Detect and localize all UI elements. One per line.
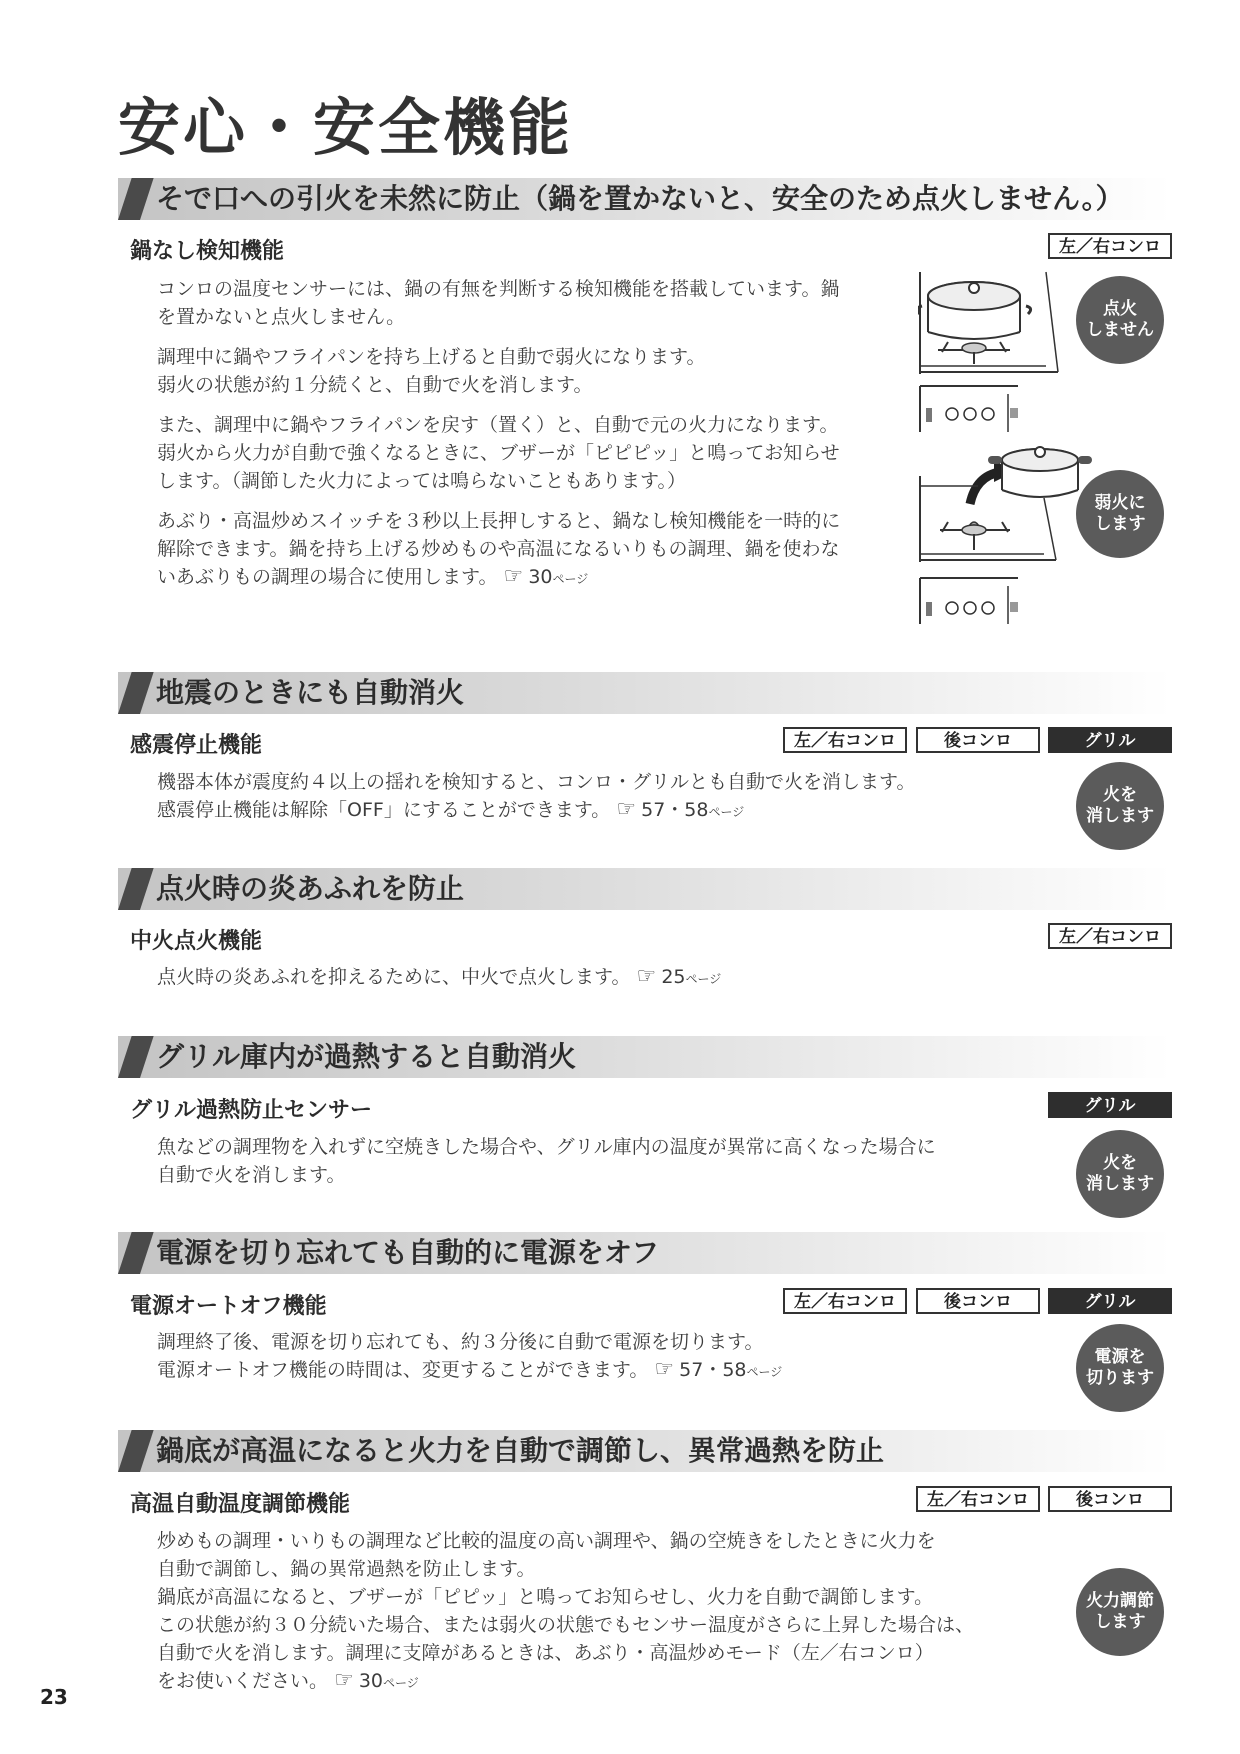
feature-title-medium-ignition: 中火点火機能 (130, 929, 263, 954)
ref-unit: ページ (383, 1676, 419, 1690)
page-reference (497, 566, 588, 588)
feature-title-grill-sensor: グリル過熱防止センサー (130, 1098, 373, 1123)
section-heading-earthquake (118, 672, 1172, 714)
badge-line: 火を (1103, 1153, 1137, 1173)
badge-line: 電源を (1094, 1347, 1146, 1367)
badge-line: 点火 (1103, 299, 1137, 319)
ref-unit: ページ (552, 572, 589, 586)
paragraph-text: あぶり・高温炒めスイッチを３秒以上長押しすると、鍋なし検知機能を一時的に解除できます。鍋を持ち上げる炒めものや高温になるいりもの調理、鍋を使わないあぶりもの調理の場合に使用します。 (157, 510, 841, 588)
paragraph (157, 1667, 1037, 1697)
heading-marker (118, 1036, 154, 1078)
section-body-pan-detection (157, 275, 847, 593)
tag-rear-burner: 後コンロ (916, 1288, 1040, 1314)
tag-left-right-burner: 左／右コンロ (1048, 233, 1172, 259)
page-number: 23 (40, 1685, 68, 1709)
tag-grill: グリル (1048, 1092, 1172, 1118)
page-reference (648, 1359, 782, 1381)
page-reference (630, 966, 721, 988)
tag-left-right-burner: 左／右コンロ (783, 727, 907, 753)
ref-pages: 30 (528, 566, 553, 588)
page-reference (610, 799, 744, 821)
ref-unit: ページ (746, 1365, 783, 1379)
badge-line: 火力調節 (1086, 1591, 1154, 1611)
section-heading-text: 電源を切り忘れても自動的に電源をオフ (156, 1236, 660, 1269)
page-reference (328, 1670, 419, 1692)
pointing-hand-icon: ☞ (654, 1357, 674, 1382)
heading-marker (118, 672, 154, 714)
paragraph: 自動で調節し、鍋の異常過熱を防止します。 (157, 1558, 536, 1580)
ref-pages: 57・58 (641, 799, 709, 821)
paragraph-text: をお使いください。 (157, 1670, 329, 1692)
badge-no-ignition (1076, 276, 1164, 364)
tag-left-right-burner: 左／右コンロ (783, 1288, 907, 1314)
pointing-hand-icon: ☞ (503, 564, 523, 589)
section-heading-overheat-prevention (118, 1430, 1172, 1472)
badge-power-off (1076, 1324, 1164, 1412)
tag-rear-burner: 後コンロ (916, 727, 1040, 753)
heading-marker (118, 1232, 154, 1274)
paragraph-text: 電源オートオフ機能の時間は、変更することができます。 (157, 1359, 649, 1381)
paragraph: 弱火から火力が自動で強くなるときに、ブザーが「ピピピッ」と鳴ってお知らせします。（調節した火力によっては鳴らないこともあります。） (157, 442, 840, 492)
pointing-hand-icon: ☞ (636, 964, 656, 989)
section-heading-auto-power-off (118, 1232, 1172, 1274)
heading-marker (118, 1430, 154, 1472)
badge-line: します (1094, 1612, 1146, 1632)
section-body-temp-control (157, 1527, 1037, 1697)
ref-unit: ページ (685, 972, 722, 986)
paragraph (157, 1356, 1017, 1386)
paragraph (157, 507, 847, 593)
section-heading-flame-overflow (118, 868, 1172, 910)
ref-pages: 57・58 (679, 1359, 747, 1381)
paragraph: 鍋底が高温になると、ブザーが「ピピッ」と鳴ってお知らせし、火力を自動で調節します。 (157, 1586, 934, 1608)
badge-heat-adjust (1076, 1568, 1164, 1656)
heading-marker (118, 868, 154, 910)
paragraph: 機器本体が震度約４以上の揺れを検知すると、コンロ・グリルとも自動で火を消します。 (157, 771, 916, 793)
paragraph: 弱火の状態が約１分続くと、自動で火を消します。 (157, 374, 593, 396)
paragraph: 魚などの調理物を入れずに空焼きした場合や、グリル庫内の温度が異常に高くなった場合に (157, 1136, 936, 1158)
badge-line: しません (1086, 320, 1154, 340)
paragraph: 調理中に鍋やフライパンを持ち上げると自動で弱火になります。 (157, 346, 706, 368)
badge-extinguish (1076, 762, 1164, 850)
tag-left-right-burner: 左／右コンロ (1048, 923, 1172, 949)
badge-line: 火を (1103, 785, 1137, 805)
heading-marker (118, 178, 154, 220)
section-heading-text: 地震のときにも自動消火 (156, 676, 465, 709)
section-body-medium-ignition (157, 963, 1017, 993)
paragraph: 調理終了後、電源を切り忘れても、約３分後に自動で電源を切ります。 (157, 1331, 764, 1353)
ref-unit: ページ (708, 805, 745, 819)
tag-rear-burner: 後コンロ (1048, 1486, 1172, 1512)
badge-extinguish (1076, 1130, 1164, 1218)
section-heading-text: 点火時の炎あふれを防止 (156, 872, 465, 905)
section-heading-grill-overheat (118, 1036, 1172, 1078)
badge-line: 弱火に (1094, 493, 1146, 513)
paragraph-text: 点火時の炎あふれを抑えるために、中火で点火します。 (157, 966, 631, 988)
section-body-auto-off (157, 1328, 1017, 1386)
paragraph: 自動で火を消します。 (157, 1164, 346, 1186)
badge-line: 消します (1086, 806, 1154, 826)
badge-line: 切ります (1086, 1368, 1154, 1388)
paragraph: 自動で火を消します。調理に支障があるときは、あぶり・高温炒めモード（左／右コンロ） (157, 1642, 934, 1664)
paragraph (157, 963, 1017, 993)
ref-pages: 30 (358, 1670, 384, 1692)
section-heading-text: 鍋底が高温になると火力を自動で調節し、異常過熱を防止 (156, 1434, 885, 1467)
ref-pages: 25 (661, 966, 686, 988)
badge-line: 消します (1086, 1174, 1154, 1194)
feature-title-auto-off: 電源オートオフ機能 (130, 1294, 327, 1319)
section-body-seismic-stop (157, 768, 1017, 826)
paragraph (157, 796, 1017, 826)
tag-grill: グリル (1048, 1288, 1172, 1314)
badge-line: します (1094, 514, 1146, 534)
paragraph: この状態が約３０分続いた場合、または弱火の状態でもセンサー温度がさらに上昇した場合は、 (157, 1614, 975, 1636)
page-title: 安心・安全機能 (118, 91, 574, 164)
paragraph-text: 感震停止機能は解除「OFF」にすることができます。 (157, 799, 611, 821)
pointing-hand-icon: ☞ (616, 797, 636, 822)
pointing-hand-icon: ☞ (334, 1668, 353, 1693)
paragraph: コンロの温度センサーには、鍋の有無を判断する検知機能を搭載しています。鍋を置かないと点火しません。 (157, 278, 840, 328)
feature-title-pan-detection: 鍋なし検知機能 (130, 239, 285, 264)
section-heading-pan-detection (118, 178, 1172, 220)
feature-title-seismic-stop: 感震停止機能 (130, 733, 263, 758)
section-heading-text: そで口への引火を未然に防止（鍋を置かないと、安全のため点火しません。） (156, 182, 1124, 215)
badge-low-flame (1076, 470, 1164, 558)
feature-title-temp-control: 高温自動温度調節機能 (130, 1492, 351, 1517)
section-body-grill-sensor (157, 1133, 1037, 1189)
section-heading-text: グリル庫内が過熱すると自動消火 (156, 1040, 577, 1073)
paragraph: また、調理中に鍋やフライパンを戻す（置く）と、自動で元の火力になります。 (157, 414, 839, 436)
tag-grill: グリル (1048, 727, 1172, 753)
stove-with-pot-illustration (918, 262, 1064, 432)
paragraph: 炒めもの調理・いりもの調理など比較的温度の高い調理や、鍋の空焼きをしたときに火力を (157, 1530, 936, 1552)
tag-left-right-burner: 左／右コンロ (916, 1486, 1040, 1512)
